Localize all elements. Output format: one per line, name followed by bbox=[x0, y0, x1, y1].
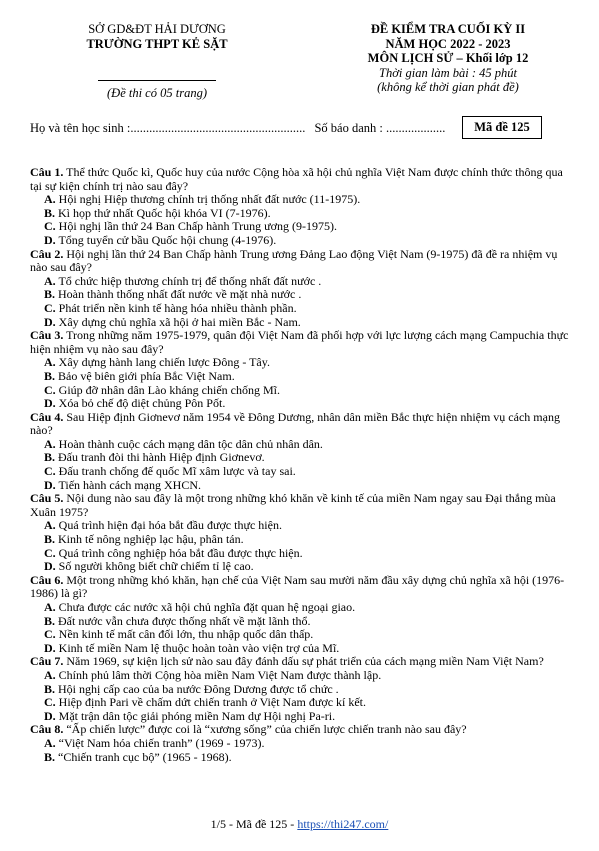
question-text: “Ấp chiến lược” được coi là “xương sống” của chiến lược chiến tranh nào sau đây? bbox=[66, 722, 467, 737]
option-letter: C. bbox=[44, 627, 56, 642]
option-letter: B. bbox=[44, 450, 56, 465]
option-text: Đấu tranh chống đế quốc Mĩ xâm lược và tay sai. bbox=[58, 464, 296, 479]
student-name-label: Họ và tên học sinh :........................................................ bbox=[30, 121, 306, 135]
option-text: Quá trình công nghiệp hóa bắt đầu được thực hiện. bbox=[58, 545, 303, 560]
option-letter: C. bbox=[44, 464, 56, 479]
option-text: Bảo vệ biên giới phía Bắc Việt Nam. bbox=[58, 368, 235, 383]
footer-text: 1/5 - Mã đề 125 - bbox=[210, 817, 298, 831]
option-text: Nền kinh tế mất cân đối lớn, thu nhập quốc dân thấp. bbox=[58, 627, 314, 642]
option-letter: D. bbox=[44, 640, 56, 655]
answer-option bbox=[30, 465, 570, 479]
option-text: Hội nghị cấp cao của ba nước Đông Dương được tổ chức . bbox=[58, 681, 339, 696]
question-number: Câu 6. bbox=[30, 572, 64, 587]
option-letter: D. bbox=[44, 708, 56, 723]
option-text: Xây dựng chủ nghĩa xã hội ở hai miền Bắc - Nam. bbox=[58, 314, 301, 329]
question-stem bbox=[30, 166, 570, 193]
option-text: Tổng tuyển cử bầu Quốc hội chung (4-1976). bbox=[58, 232, 277, 247]
question-number: Câu 2. bbox=[30, 246, 64, 261]
option-letter: A. bbox=[44, 667, 56, 682]
header-right bbox=[330, 22, 566, 95]
question-stem bbox=[30, 492, 570, 519]
question-text: Thể thức Quốc kì, Quốc huy của nước Cộng hòa xã hội chủ nghĩa Việt Nam được chính thức thông qua tại sự kiện chính trị nào sau đây? bbox=[30, 165, 563, 193]
option-letter: B. bbox=[44, 749, 56, 764]
option-letter: D. bbox=[44, 314, 56, 329]
question-number: Câu 5. bbox=[30, 491, 64, 506]
question-7 bbox=[30, 655, 570, 723]
question-number: Câu 3. bbox=[30, 328, 64, 343]
footer-link[interactable]: https://thi247.com/ bbox=[297, 817, 389, 831]
question-5 bbox=[30, 492, 570, 574]
option-text: Mặt trận dân tộc giải phóng miền Nam dự Hội nghị Pa-ri. bbox=[58, 708, 336, 723]
option-text: Kinh tế nông nghiệp lạc hậu, phân tán. bbox=[58, 532, 244, 547]
question-stem bbox=[30, 411, 570, 438]
question-6 bbox=[30, 574, 570, 656]
answer-option bbox=[30, 275, 570, 289]
answer-option bbox=[30, 683, 570, 697]
option-letter: B. bbox=[44, 681, 56, 696]
school-year: NĂM HỌC 2022 - 2023 bbox=[385, 36, 511, 51]
question-number: Câu 7. bbox=[30, 654, 64, 669]
answer-option bbox=[30, 451, 570, 465]
answer-option bbox=[30, 220, 570, 234]
pages-note: (Đề thi có 05 trang) bbox=[107, 86, 207, 100]
question-stem bbox=[30, 248, 570, 275]
option-text: Kì họp thứ nhất Quốc hội khóa VI (7-1976). bbox=[58, 205, 271, 220]
department-name: SỞ GD&ĐT HẢI DƯƠNG bbox=[88, 22, 226, 36]
question-text: Một trong những khó khăn, hạn chế của Việt Nam sau mười năm đầu xây dựng chủ nghĩa xã hội (1976-1986) là gì? bbox=[30, 572, 565, 601]
option-letter: D. bbox=[44, 559, 56, 574]
option-text: Giúp đỡ nhân dân Lào kháng chiến chống Mĩ. bbox=[58, 382, 280, 397]
option-letter: B. bbox=[44, 613, 56, 628]
answer-option bbox=[30, 519, 570, 533]
option-letter: D. bbox=[44, 396, 56, 411]
option-text: Chính phủ lâm thời Cộng hòa miền Nam Việt Nam được thành lập. bbox=[58, 667, 382, 682]
time-limit: Thời gian làm bài : 45 phút bbox=[379, 65, 517, 80]
question-3 bbox=[30, 329, 570, 411]
option-letter: B. bbox=[44, 368, 56, 383]
option-letter: C. bbox=[44, 545, 56, 560]
option-text: “Chiến tranh cục bộ” (1965 - 1968). bbox=[58, 749, 232, 764]
answer-option bbox=[30, 547, 570, 561]
option-letter: B. bbox=[44, 532, 56, 547]
answer-option bbox=[30, 737, 570, 751]
question-8 bbox=[30, 723, 570, 764]
answer-option bbox=[30, 751, 570, 765]
answer-option bbox=[30, 438, 570, 452]
option-letter: A. bbox=[44, 436, 56, 451]
question-stem bbox=[30, 574, 570, 601]
option-letter: A. bbox=[44, 355, 56, 370]
option-text: Kinh tế miền Nam lệ thuộc hoàn toàn vào viện trợ của Mĩ. bbox=[58, 640, 340, 655]
question-text: Sau Hiệp định Giơnevơ năm 1954 về Đông Dương, nhân dân miền Bắc thực hiện nhiệm vụ cách mạng nào? bbox=[30, 409, 560, 438]
answer-option bbox=[30, 560, 570, 574]
question-number: Câu 1. bbox=[30, 165, 64, 179]
question-stem bbox=[30, 723, 570, 737]
question-text: Năm 1969, sự kiện lịch sử nào sau đây đánh dấu sự phát triển của cách mạng miền Nam Việt Nam? bbox=[66, 654, 544, 669]
option-text: Hoàn thành thống nhất đất nước về mặt nhà nước . bbox=[58, 287, 302, 302]
page-footer bbox=[0, 817, 599, 832]
header-left bbox=[52, 22, 262, 101]
option-text: Quá trình hiện đại hóa bắt đầu được thực hiện. bbox=[58, 518, 282, 533]
answer-option bbox=[30, 193, 570, 207]
subject-line: MÔN LỊCH SỬ – Khối lớp 12 bbox=[367, 51, 529, 65]
option-text: Đấu tranh đòi thi hành Hiệp định Giơnevơ. bbox=[58, 450, 265, 465]
option-text: Hiệp định Pari về chấm dứt chiến tranh ở Việt Nam được kí kết. bbox=[58, 695, 367, 710]
school-name: TRƯỜNG THPT KẺ SẶT bbox=[86, 37, 228, 51]
answer-option bbox=[30, 397, 570, 411]
answer-option bbox=[30, 479, 570, 493]
answer-option bbox=[30, 234, 570, 248]
option-text: Tổ chức hiệp thương chính trị để thống nhất đất nước . bbox=[58, 273, 322, 288]
option-text: Đất nước vẫn chưa được thống nhất về mặt lãnh thổ. bbox=[58, 613, 311, 628]
questions-section bbox=[30, 166, 570, 764]
answer-option bbox=[30, 696, 570, 710]
question-stem bbox=[30, 329, 570, 356]
student-info-line bbox=[30, 121, 445, 136]
option-letter: A. bbox=[44, 735, 56, 750]
option-letter: C. bbox=[44, 300, 56, 315]
header-divider bbox=[98, 80, 216, 81]
question-2 bbox=[30, 248, 570, 330]
question-number: Câu 8. bbox=[30, 722, 64, 737]
question-text: Trong những năm 1975-1979, quân đội Việt Nam đã phối hợp với lực lượng cách mạng Campuchia thực hiện nhiệm vụ nào sau đây? bbox=[30, 328, 569, 356]
question-text: Hội nghị lần thứ 24 Ban Chấp hành Trung ương Đảng Lao động Việt Nam (9-1975) đã đề ra nhiệm vụ nào sau đây? bbox=[30, 246, 558, 275]
option-text: Phát triển nền kinh tế hàng hóa nhiều thành phần. bbox=[58, 300, 297, 315]
answer-option bbox=[30, 288, 570, 302]
option-letter: A. bbox=[44, 273, 56, 288]
option-letter: C. bbox=[44, 382, 56, 397]
answer-option bbox=[30, 533, 570, 547]
exam-code-box: Mã đề 125 bbox=[462, 116, 542, 139]
option-letter: C. bbox=[44, 695, 56, 710]
option-letter: B. bbox=[44, 287, 56, 302]
question-4 bbox=[30, 411, 570, 493]
option-letter: A. bbox=[44, 192, 56, 207]
answer-option bbox=[30, 642, 570, 656]
option-text: Hoàn thành cuộc cách mạng dân tộc dân chủ nhân dân. bbox=[58, 436, 323, 451]
question-text: Nội dung nào sau đây là một trong những khó khăn về kinh tế của miền Nam ngay sau Đại thắng mùa Xuân 1975? bbox=[30, 491, 556, 519]
option-letter: B. bbox=[44, 205, 56, 220]
question-stem bbox=[30, 655, 570, 669]
answer-option bbox=[30, 601, 570, 615]
option-letter: D. bbox=[44, 477, 56, 492]
option-letter: C. bbox=[44, 219, 56, 234]
option-text: Hội nghị lần thứ 24 Ban Chấp hành Trung ương (9-1975). bbox=[58, 219, 338, 234]
option-letter: A. bbox=[44, 518, 56, 533]
option-text: Tiến hành cách mạng XHCN. bbox=[58, 477, 202, 492]
option-text: Xóa bỏ chế độ diệt chủng Pôn Pốt. bbox=[58, 396, 226, 411]
option-text: Chưa được các nước xã hội chủ nghĩa đặt quan hệ ngoại giao. bbox=[58, 600, 356, 614]
question-number: Câu 4. bbox=[30, 409, 64, 424]
option-text: “Việt Nam hóa chiến tranh” (1969 - 1973). bbox=[58, 735, 265, 750]
option-text: Xây dựng hành lang chiến lược Đông - Tây. bbox=[58, 355, 270, 370]
option-letter: A. bbox=[44, 600, 56, 614]
answer-option bbox=[30, 669, 570, 683]
option-letter: D. bbox=[44, 232, 56, 247]
answer-option bbox=[30, 316, 570, 330]
answer-option bbox=[30, 207, 570, 221]
exam-title: ĐỀ KIỂM TRA CUỐI KỲ II bbox=[370, 22, 526, 36]
answer-option bbox=[30, 370, 570, 384]
answer-option bbox=[30, 384, 570, 398]
question-1 bbox=[30, 166, 570, 248]
answer-option bbox=[30, 356, 570, 370]
time-note: (không kể thời gian phát đề) bbox=[377, 80, 519, 94]
answer-option bbox=[30, 615, 570, 629]
answer-option bbox=[30, 302, 570, 316]
option-text: Hội nghị Hiệp thương chính trị thống nhất đất nước (11-1975). bbox=[58, 192, 361, 207]
student-id-label: Số báo danh : ................... bbox=[314, 121, 446, 135]
answer-option bbox=[30, 628, 570, 642]
option-text: Số người không biết chữ chiếm tỉ lệ cao. bbox=[58, 559, 254, 574]
